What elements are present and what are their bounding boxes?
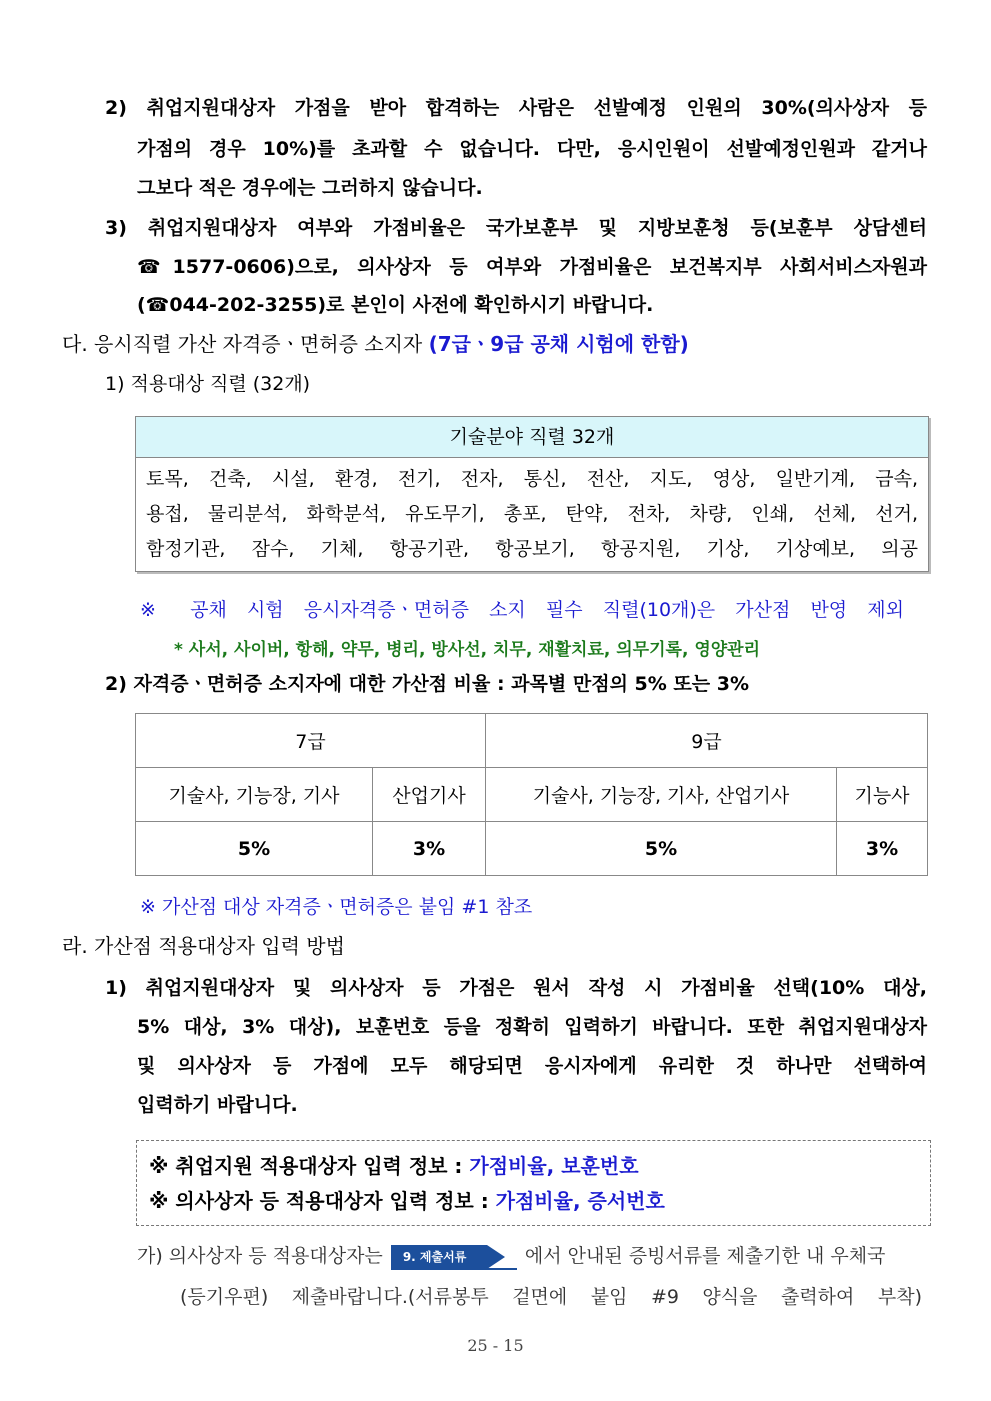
section-da-heading — [62, 326, 689, 362]
grade-7-category-2: 산업기사 — [373, 768, 486, 822]
grade-9-category-2: 기능사 — [837, 768, 928, 822]
section-da-item-1: 1) 적용대상 직렬 (32개) — [105, 373, 311, 395]
job-series-row: 용접, 물리분석, 화학분석, 유도무기, 총포, 탄약, 전차, 차량, 인쇄, 선체, 선거, — [146, 503, 918, 525]
para-2-line-2: 가점의 경우 10%)를 초과할 수 없습니다. 다만, 응시인원이 선발예정인원과 같거나 — [137, 138, 927, 160]
section-ra-para-line-3: 및 의사상자 등 가점에 모두 해당되면 응시자에게 유리한 것 하나만 선택하여 — [137, 1055, 927, 1077]
para-3-line-2: ☎1577-0606)으로, 의사상자 등 여부와 가점비율은 보건복지부 사회서비스자원과 — [137, 256, 927, 278]
grade-9-rate-2: 3% — [837, 822, 928, 876]
note-excluded-series: ※ 공채 시험 응시자격증ㆍ면허증 소지 필수 직렬(10개)은 가산점 반영 제외 — [140, 599, 904, 621]
section-da-title: 다. 응시직렬 가산 자격증ㆍ면허증 소지자 — [62, 332, 429, 356]
sub-item-ga-line-2: (등기우편) 제출바랍니다.(서류봉투 겉면에 붙임 #9 양식을 출력하여 부착) — [180, 1286, 922, 1308]
input-info-value: 가점비율, 증서번호 — [495, 1189, 665, 1213]
submission-docs-tag — [391, 1245, 517, 1269]
note-excluded-list: * 사서, 사이버, 항해, 약무, 병리, 방사선, 치무, 재활치료, 의무기록, 영양관리 — [174, 640, 761, 660]
job-series-table — [135, 416, 929, 572]
section-ra-heading: 라. 가산점 적용대상자 입력 방법 — [62, 934, 345, 958]
input-info-label: ※ 취업지원 적용대상자 입력 정보 : — [149, 1154, 470, 1178]
grade-9-category-1: 기술사, 기능장, 기사, 산업기사 — [486, 768, 837, 822]
grade-9-header: 9급 — [486, 714, 928, 768]
job-series-table-body — [136, 458, 928, 571]
sub-item-ga-text-before: 가) 의사상자 등 적용대상자는 — [137, 1245, 389, 1267]
section-ra-para-line-4: 입력하기 바랍니다. — [137, 1094, 298, 1116]
grade-7-category-1: 기술사, 기능장, 기사 — [136, 768, 373, 822]
input-info-line-2 — [149, 1183, 665, 1219]
grade-7-rate-1: 5% — [136, 822, 373, 876]
para-2-line-1: 2) 취업지원대상자 가점을 받아 합격하는 사람은 선발예정 인원의 30%(의사상자 등 — [105, 97, 927, 119]
job-series-row: 함정기관, 잠수, 기체, 항공기관, 항공보기, 항공지원, 기상, 기상예보, 의공 — [146, 538, 918, 560]
section-ra-para-line-2: 5% 대상, 3% 대상), 보훈번호 등을 정확히 입력하기 바랍니다. 또한 취업지원대상자 — [137, 1016, 927, 1038]
input-info-label: ※ 의사상자 등 적용대상자 입력 정보 : — [149, 1189, 496, 1213]
para-3-line-3: (☎044-202-3255)로 본인이 사전에 확인하시기 바랍니다. — [137, 294, 654, 316]
section-ra-para-line-1: 1) 취업지원대상자 및 의사상자 등 가점은 원서 작성 시 가점비율 선택(10% 대상, — [105, 977, 927, 999]
grade-7-header: 7급 — [136, 714, 486, 768]
submission-docs-tag-label: 9. 제출서류 — [402, 1249, 467, 1264]
input-info-line-1 — [149, 1148, 639, 1184]
job-series-row: 토목, 건축, 시설, 환경, 전기, 전자, 통신, 전산, 지도, 영상, 일반기계, 금속, — [146, 468, 918, 490]
input-info-value: 가점비율, 보훈번호 — [469, 1154, 639, 1178]
note-attachment-1: ※ 가산점 대상 자격증ㆍ면허증은 붙임 #1 참조 — [140, 896, 533, 918]
bonus-rate-table — [135, 713, 928, 876]
grade-9-rate-1: 5% — [486, 822, 837, 876]
section-da-title-note: (7급ㆍ9급 공채 시험에 한함) — [428, 332, 689, 356]
section-da-item-2: 2) 자격증ㆍ면허증 소지자에 대한 가산점 비율 : 과목별 만점의 5% 또는 3% — [105, 673, 749, 695]
input-info-box — [136, 1140, 931, 1226]
para-3-line-1: 3) 취업지원대상자 여부와 가점비율은 국가보훈부 및 지방보훈청 등(보훈부 상담센터 — [105, 217, 927, 239]
grade-7-rate-2: 3% — [373, 822, 486, 876]
sub-item-ga-line-1 — [137, 1238, 885, 1274]
sub-item-ga-text-after: 에서 안내된 증빙서류를 제출기한 내 우체국 — [518, 1245, 886, 1267]
job-series-table-header: 기술분야 직렬 32개 — [136, 417, 928, 458]
page-number: 25 - 15 — [467, 1336, 524, 1355]
para-2-line-3: 그보다 적은 경우에는 그러하지 않습니다. — [137, 177, 483, 199]
